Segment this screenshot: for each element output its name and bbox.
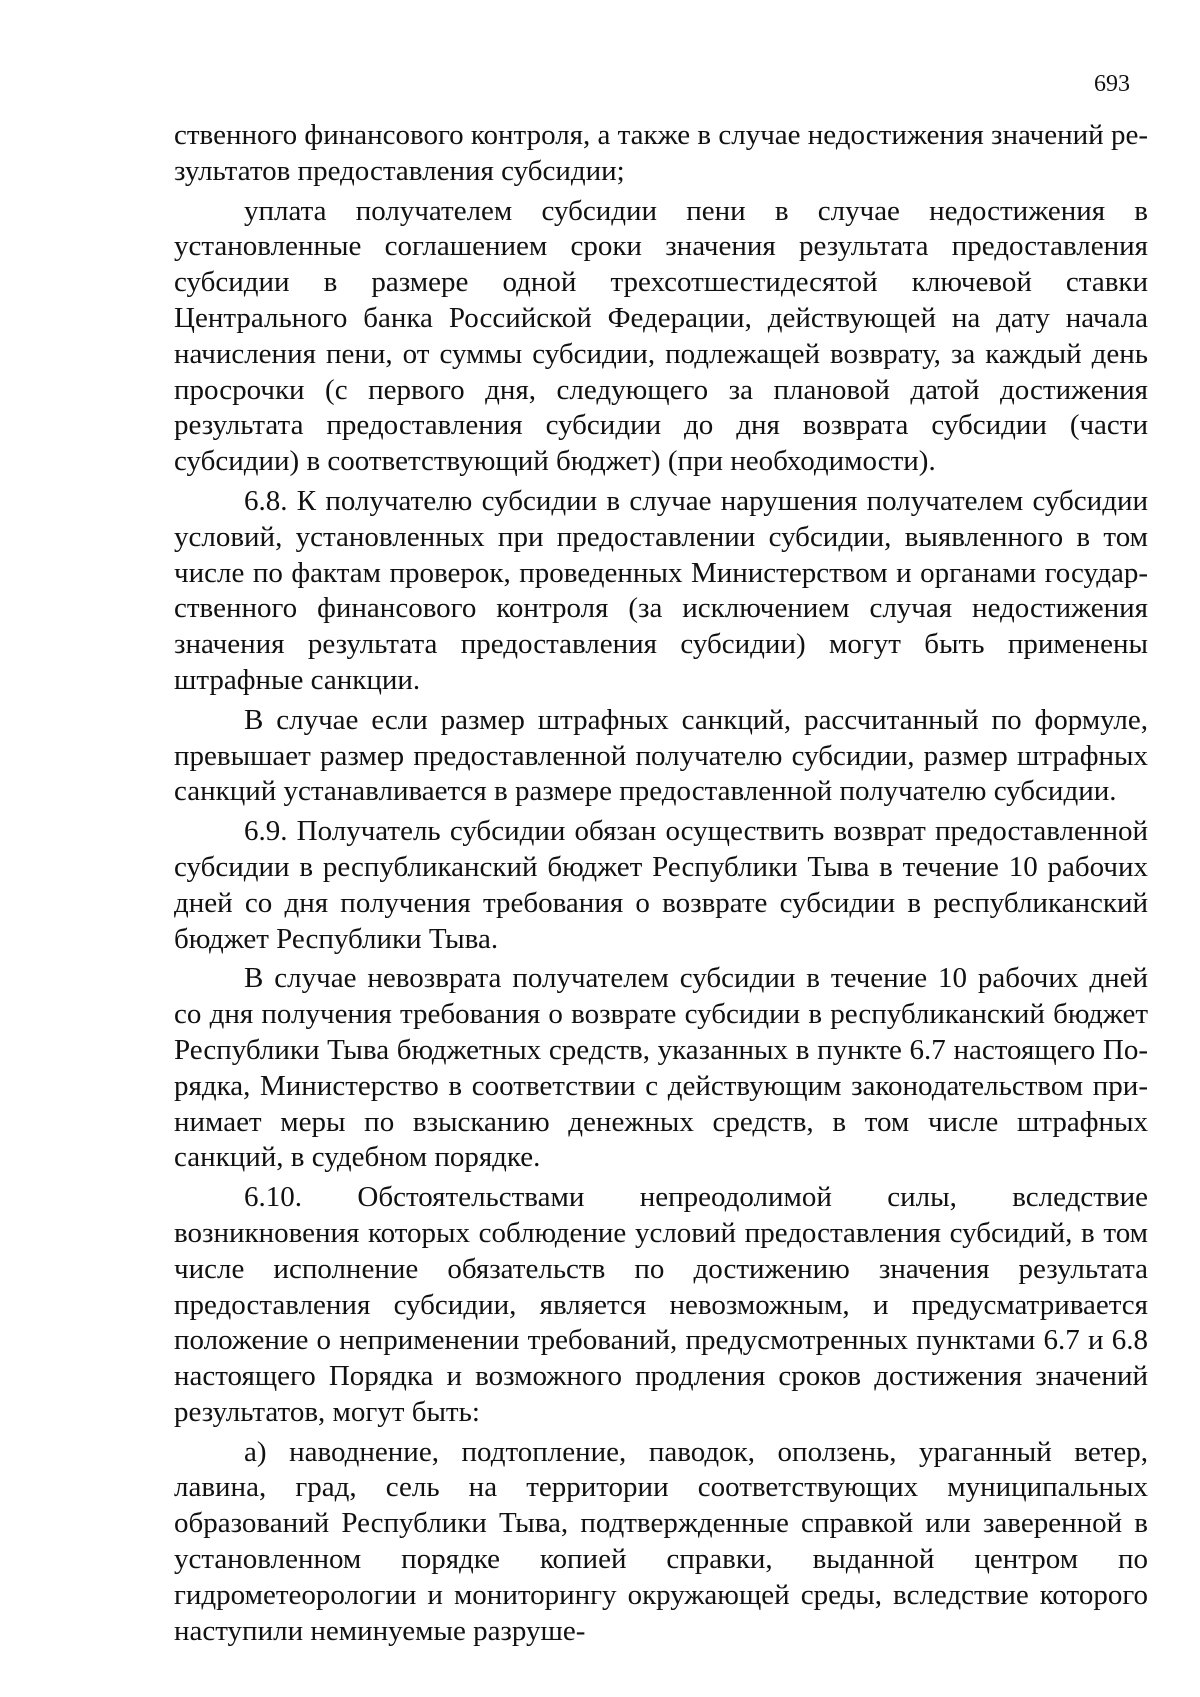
paragraph-6-10: 6.10. Обстоятельствами непреодолимой силы, вследствие возникновения которых соблюдение условий предоставления субсидий, в том числе исполнение обязательств по достижению значения результата предоставления субсидии, является невозможным, и предусматривается положение о неприменении требований, предусмотренных пунктами 6.7 и 6.8 настоящего Порядка и возможного продления сроков достижения значений результатов, могут быть: — [174, 1181, 1148, 1428]
page-number: 693 — [1094, 71, 1130, 97]
paragraph-continuation: ственного финансового контроля, а также в случае недостижения значений результатов предоставления субсидии; — [174, 119, 1148, 187]
paragraph-6-8: 6.8. К получателю субсидии в случае нарушения получателем субсидии условий, установленных при предоставлении субсидии, выявленного в том числе по фактам проверок, проведенных Министерством и органами государственного финансового контроля (за исключением случая недостижения значения результата предоставления субсидии) могут быть применены штрафные санкции. — [174, 484, 1148, 696]
paragraph-item-a: а) наводнение, подтопление, паводок, оползень, ураганный ветер, лавина, град, сель на территории соответствующих муниципальных образований Республики Тыва, подтвержденные справкой или заверенной в установленном порядке копией справки, выданной центром по гидрометеорологии и мониторингу окружающей среды, вследствие которого наступили неминуемые разруше- — [174, 1435, 1148, 1647]
paragraph-non-return: В случае невозврата получателем субсидии в течение 10 рабочих дней со дня получения требования о возврате субсидии в республиканский бюджет Республики Тыва бюджетных средств, указанных в пункте 6.7 настоящего Порядка, Министерство в соответствии с действующим законодательством принимает меры по взысканию денежных средств, в том числе штрафных санкций, в судебном порядке. — [174, 962, 1148, 1174]
paragraph-penalty-payment: уплата получателем субсидии пени в случае недостижения в установленные соглашением сроки значения результата предоставления субсидии в размере одной трехсотшестидесятой ключевой ставки Центрального банка Российской Федерации, действующей на дату начала начисления пени, от суммы субсидии, подлежащей возврату, за каждый день просрочки (с первого дня, следующего за плановой датой достижения результата предоставления субсидии до дня возврата субсидии (части субсидии) в соответствующий бюджет) (при необходимости). — [174, 194, 1148, 478]
paragraph-6-9: 6.9. Получатель субсидии обязан осуществить возврат предоставленной субсидии в республиканский бюджет Республики Тыва в течение 10 рабочих дней со дня получения требования о возврате субсидии в республиканский бюджет Республики Тыва. — [174, 815, 1148, 955]
paragraph-fine-amount: В случае если размер штрафных санкций, рассчитанный по формуле, превышает размер предоставленной получателю субсидии, размер штрафных санкций устанавливается в размере предоставленной получателю субсидии. — [174, 703, 1148, 808]
document-body — [174, 118, 1148, 1653]
